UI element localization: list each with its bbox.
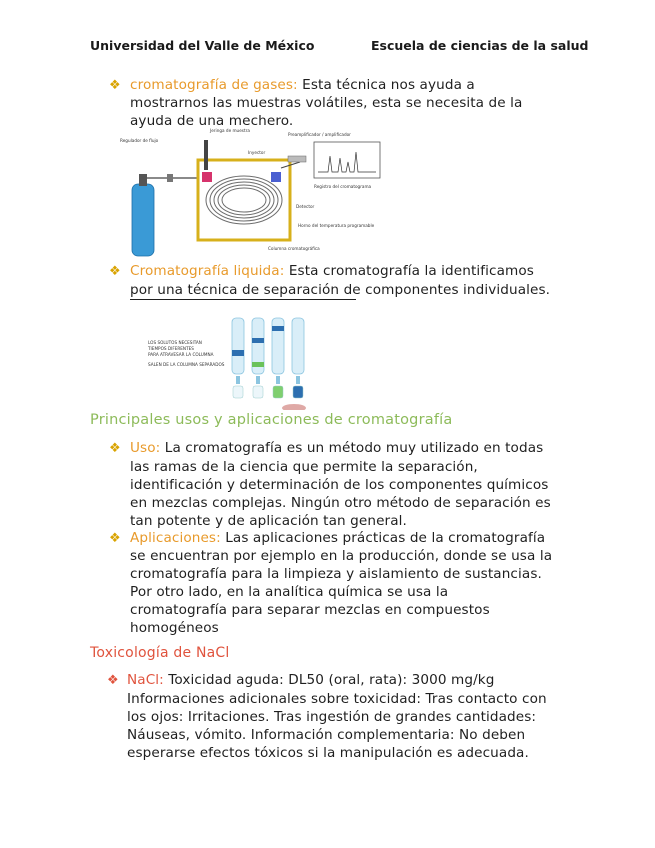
uso-line-3: identificación y determinación de los componentes químicos — [130, 477, 549, 493]
recorder-screen — [314, 142, 380, 178]
uso-text-1: La cromatografía es un método muy utilizado en todas — [164, 440, 544, 456]
liquid-label: Cromatografía liquida: — [130, 263, 285, 279]
nacl-label: NaCl: — [127, 672, 164, 688]
inyeccion-label: Inyector — [248, 150, 266, 155]
diamond-bullet-icon: ❖ — [109, 78, 121, 93]
diamond-bullet-icon: ❖ — [107, 673, 119, 688]
apl-line-1 — [130, 529, 545, 548]
injector-port — [202, 172, 212, 182]
apl-line-5: cromatografía para separar mezclas en compuestos — [130, 602, 490, 618]
uso-line-4: en mezclas complejas. Ningún otro método de separación es — [130, 495, 551, 511]
tox-line-3: los ojos: Irritaciones. Tras ingestión de grandes cantidades: — [127, 709, 537, 725]
liquid-caption-3: PARA ATRAVESAR LA COLUMNA — [148, 352, 214, 357]
tox-text-1: Toxicidad aguda: DL50 (oral, rata): 3000 mg/kg — [168, 672, 495, 688]
gas-line-1 — [130, 76, 475, 95]
tox-line-4: Náuseas, vómito. Información complementaria: No deben — [127, 727, 526, 743]
diamond-bullet-icon: ❖ — [109, 441, 121, 456]
header-school: Escuela de ciencias de la salud — [371, 38, 589, 53]
apl-line-2: se encuentran por ejemplo en la producción, donde se usa la — [130, 548, 553, 564]
uso-label: Uso: — [130, 440, 161, 456]
section-uses-title: Principales usos y aplicaciones de cromatografía — [90, 412, 453, 428]
horno-label: Horno del temperatura programable — [298, 223, 375, 228]
diamond-bullet-icon: ❖ — [109, 531, 121, 546]
aplicaciones-label: Aplicaciones: — [130, 530, 221, 546]
underline-divider — [130, 299, 356, 300]
column-2 — [252, 318, 264, 398]
liquid-caption-1: LOS SOLUTOS NECESITAN — [148, 340, 202, 345]
columna-label: Columna cromatográfica — [268, 246, 320, 251]
apl-line-6: homogéneos — [130, 620, 219, 636]
liquid-chromatography-diagram — [146, 310, 306, 410]
detector-block — [271, 172, 281, 182]
header-university: Universidad del Valle de México — [90, 38, 315, 53]
column-3 — [272, 318, 284, 398]
gas-cylinder — [132, 184, 154, 256]
column-4 — [292, 318, 304, 398]
apl-line-3: cromatografía para la limpieza y aislamiento de sustancias. — [130, 566, 542, 582]
gas-label: cromatografía de gases: — [130, 77, 298, 93]
gas-line-2: mostrarnos las muestras volátiles, esta se necesita de la — [130, 95, 523, 111]
liquid-line-1 — [130, 262, 534, 281]
diamond-bullet-icon: ❖ — [109, 264, 121, 279]
gas-text-1: Esta técnica nos ayuda a — [302, 77, 475, 93]
gas-chromatograph-diagram — [118, 128, 388, 258]
detector-label: Detector — [296, 204, 315, 209]
uso-line-1 — [130, 439, 543, 458]
syringe — [204, 140, 208, 170]
liquid-caption-4: SALEN DE LA COLUMNA SEPARADOS — [148, 362, 225, 367]
liquid-caption-2: TIEMPOS DIFERENTES — [148, 346, 194, 351]
apl-text-1: Las aplicaciones prácticas de la cromatografía — [225, 530, 546, 546]
tox-line-2: Informaciones adicionales sobre toxicidad: Tras contacto con — [127, 691, 547, 707]
uso-line-5: tan potente y de aplicación tan general. — [130, 513, 407, 529]
tox-line-1 — [127, 671, 494, 690]
regulador-label: Regulador de flujo — [120, 138, 159, 143]
preamp-label: Preamplificador / amplificador — [288, 132, 351, 137]
section-tox-title: Toxicología de NaCl — [90, 645, 230, 661]
column-1 — [232, 318, 244, 398]
hand-shape — [282, 404, 306, 410]
cylinder-valve — [139, 174, 147, 186]
liquid-text-1: Esta cromatografía la identificamos — [288, 263, 534, 279]
liquid-line-2: por una técnica de separación de componentes individuales. — [130, 282, 551, 298]
apl-line-4: Por otro lado, en la analítica química se usa la — [130, 584, 449, 600]
inyector-label: Jeringa de muestra — [210, 128, 250, 133]
tox-line-5: esperarse efectos tóxicos si la manipulación es adecuada. — [127, 745, 529, 761]
registro-label: Registro del cromatograma — [314, 184, 372, 189]
uso-line-2: las ramas de la ciencia que permite la separación, — [130, 459, 478, 475]
gas-line-3: ayuda de una mechero. — [130, 113, 294, 129]
preamp-box — [288, 156, 306, 162]
flow-regulator — [167, 174, 173, 182]
